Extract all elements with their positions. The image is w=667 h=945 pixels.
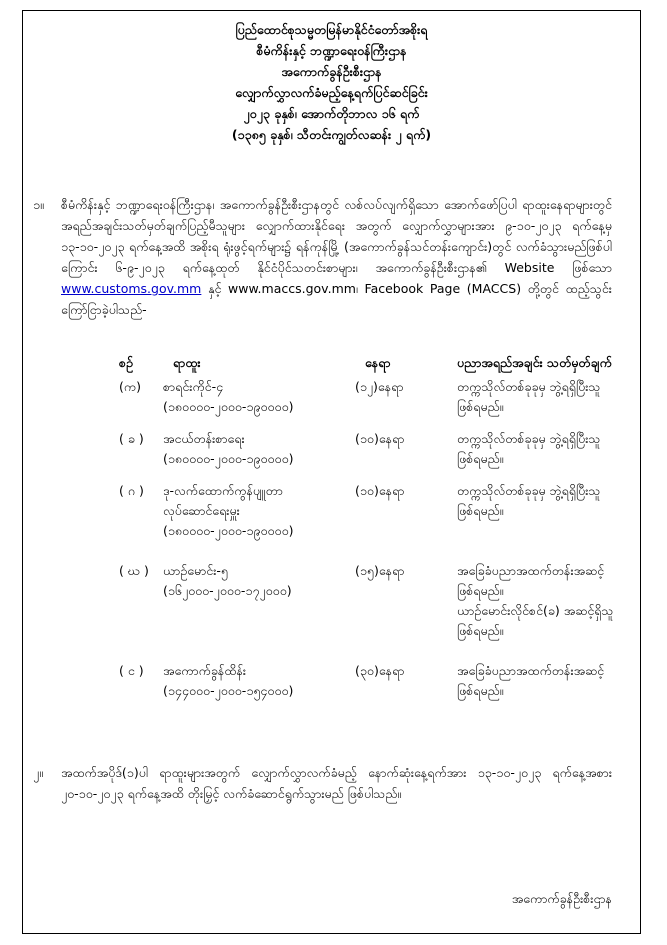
qualification-line: တက္ကသိုလ်တစ်ခုခုမှ ဘွဲ့ရရှိပြီးသူ xyxy=(457,431,601,446)
row-serial: ( င ) xyxy=(119,663,144,678)
qualification-line: တက္ကသိုလ်တစ်ခုခုမှ ဘွဲ့ရရှိပြီးသူ xyxy=(457,483,601,498)
position-title: စာရင်းကိုင်-၄ xyxy=(163,379,224,394)
qualification-line: ဖြစ်ရမည်။ xyxy=(457,503,504,518)
position-title: ယာဉ်မောင်း-၅ xyxy=(163,563,228,578)
paragraph-2-text: အထက်အပိုဒ်(၁)ပါ ရာထူးများအတွက် လျှောက်လွှာလက်ခံမည့် နောက်ဆုံးနေ့ရက်အား ၁၃-၁၀-၂၀၂၃ ရက်နေ့အစား ၂၀-၁၀-၂၀၂၃ ရက်နေ့အထိ တိုးမြှင့် လက်ခံဆောင်ရွက်သွားမည် ဖြစ်ပါသည်။ xyxy=(61,765,612,801)
position-title: အငယ်တန်းစာရေး xyxy=(163,431,245,446)
row-position xyxy=(163,661,353,701)
row-qualification xyxy=(457,661,647,701)
position-title: ဒု-လက်ထောက်ကွန်ပျူတာ xyxy=(163,483,283,498)
table-row xyxy=(83,661,643,713)
header-vacancies: နေရာ xyxy=(365,355,391,370)
header-serial: စဉ် xyxy=(119,355,133,370)
row-vacancies: (၁၂)နေရာ xyxy=(355,379,404,394)
row-qualification xyxy=(457,429,647,469)
qualification-line: တက္ကသိုလ်တစ်ခုခုမှ ဘွဲ့ရရှိပြီးသူ xyxy=(457,379,601,394)
header-subject: လျှောက်လွှာလက်ခံမည့်နေ့ရက်ပြင်ဆင်ခြင်း xyxy=(235,85,428,100)
row-position xyxy=(163,377,353,417)
position-title: အကောက်ခွန်ထိန်း xyxy=(163,663,247,678)
table-header xyxy=(83,355,643,377)
table-row xyxy=(83,377,643,429)
qualification-line: အခြေခံပညာအထက်တန်းအဆင့် xyxy=(457,663,605,678)
position-salary: (၁၄၄၀၀၀-၂၀၀၀-၁၅၄၀၀၀) xyxy=(163,683,294,698)
header-qualification: ပညာအရည်အချင်း သတ်မှတ်ချက် xyxy=(457,355,612,370)
row-serial: (က) xyxy=(119,379,141,394)
qualification-line: ဖြစ်ရမည်။ xyxy=(457,683,504,698)
paragraph-1-text-end: နှင့် www.maccs.gov.mm၊ Facebook Page (MACCS) တို့တွင် ထည့်သွင်းကြော်ငြာခဲ့ပါသည်- xyxy=(61,281,612,317)
header-department: အကောက်ခွန်ဦးစီးဌာန xyxy=(281,64,382,79)
paragraph-2-number: ၂။ xyxy=(33,765,43,780)
position-salary: (၁၈၀၀၀၀-၂၀၀၀-၁၉၀၀၀၀) xyxy=(163,523,294,538)
paragraph-1-text: စီမံကိန်းနှင့် ဘဏ္ဍာရေးဝန်ကြီးဌာန၊ အကောက်ခွန်ဦးစီးဌာနတွင် လစ်လပ်လျက်ရှိသော အောက်ဖော်ပြပါ ရာထူးနေရာများတွင် အရည်အချင်းသတ်မှတ်ချက်ပြည့်မီသူများ လျှောက်ထားနိုင်ရေး အတွက် လျှောက်လွှာများအား ၉-၁၀-၂၀၂၃ ရက်နေ့မှ ၁၃-၁၀-၂၀၂၃ ရက်နေ့အထိ အစိုးရ ရုံးဖွင့်ရက်များ၌ ရန်ကုန်မြို့ (အကောက်ခွန်သင်တန်းကျောင်း)တွင် လက်ခံသွားမည်ဖြစ်ပါကြောင်း ၆-၉-၂၀၂၃ ရက်နေ့ထုတ် နိုင်ငံပိုင်သတင်းစာများ၊ အကောက်ခွန်ဦးစီးဌာန၏ Website ဖြစ်သော xyxy=(61,197,612,275)
row-serial: ( ခ ) xyxy=(119,431,144,446)
row-qualification xyxy=(457,481,647,521)
positions-table xyxy=(83,355,643,713)
header-myanmar-date: (၁၃၈၅ ခုနှစ်၊ သီတင်းကျွတ်လဆန်း ၂ ရက်) xyxy=(231,127,432,142)
header-ministry: စီမံကိန်းနှင့် ဘဏ္ဍာရေးဝန်ကြီးဌာန xyxy=(256,43,407,58)
document-frame xyxy=(22,10,641,934)
row-position xyxy=(163,429,353,469)
header-government: ပြည်ထောင်စုသမ္မတမြန်မာနိုင်ငံတော်အစိုးရ xyxy=(235,22,428,37)
paragraph-1-number: ၁။ xyxy=(33,197,44,212)
table-row xyxy=(83,561,643,661)
row-vacancies: (၁၅)နေရာ xyxy=(355,563,405,578)
row-qualification xyxy=(457,377,647,417)
header-date: ၂၀၂၃ ခုနှစ်၊ အောက်တိုဘာလ ၁၆ ရက် xyxy=(243,106,420,121)
position-title-cont: လုပ်ဆောင်ရေးမှူး xyxy=(163,503,240,518)
qualification-line: ယာဉ်မောင်းလိုင်စင်(ခ) အဆင့်ရှိသူ xyxy=(457,603,614,618)
row-serial: ( ဃ ) xyxy=(119,563,149,578)
row-vacancies: (၃၀)နေရာ xyxy=(355,663,405,678)
row-position xyxy=(163,561,353,601)
qualification-line: ဖြစ်ရမည်။ xyxy=(457,399,504,414)
table-row xyxy=(83,481,643,561)
qualification-line: အခြေခံပညာအထက်တန်းအဆင့် xyxy=(457,563,605,578)
customs-website-link[interactable]: www.customs.gov.mm xyxy=(61,281,202,296)
qualification-line: ဖြစ်ရမည်။ xyxy=(457,623,504,638)
table-row xyxy=(83,429,643,481)
row-position xyxy=(163,481,353,541)
position-salary: (၁၆၂၀၀၀-၂၀၀၀-၁၇၂၀၀၀) xyxy=(163,583,292,598)
document-header xyxy=(23,19,640,145)
position-salary: (၁၈၀၀၀၀-၂၀၀၀-၁၉၀၀၀၀) xyxy=(163,451,294,466)
paragraph-1 xyxy=(33,194,612,320)
row-qualification xyxy=(457,561,647,641)
qualification-line: ဖြစ်ရမည်။ xyxy=(457,451,504,466)
qualification-line: ဖြစ်ရမည်။ xyxy=(457,583,504,598)
row-vacancies: (၁၀)နေရာ xyxy=(355,431,405,446)
row-serial: ( ဂ ) xyxy=(119,483,144,498)
signature-department: အကောက်ခွန်ဦးစီးဌာန xyxy=(511,891,612,906)
paragraph-2 xyxy=(33,762,612,804)
position-salary: (၁၈၀၀၀၀-၂၀၀၀-၁၉၀၀၀၀) xyxy=(163,399,294,414)
row-vacancies: (၁၀)နေရာ xyxy=(355,483,405,498)
header-position: ရာထူး xyxy=(173,355,201,370)
